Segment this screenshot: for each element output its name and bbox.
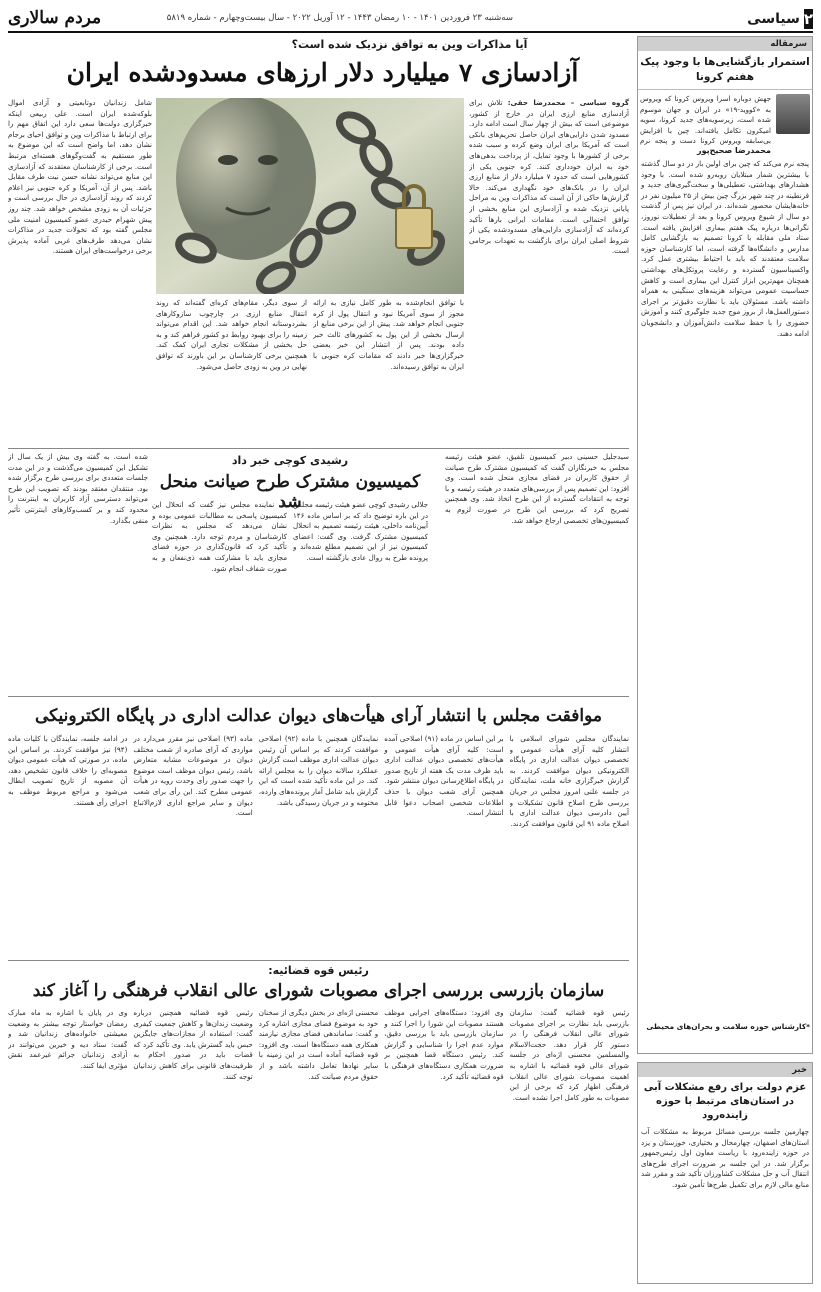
divider-1 [8, 448, 629, 449]
lead-photo [156, 98, 464, 294]
editorial-body: پنجه نرم می‌کند که چین برای اولین بار در دو سال گذشته با بیشترین شمار مبتلایان روبه‌رو شده است. با وجود هشدارهای بهداشتی، تعطیلی‌ها و سخت‌گیری‌های جدید و قرنطینه در چند شهر بزرگ چین بیش از ۲۵ میلیون نفر در خانه‌هایشان محصور شده‌اند. در ایران نیز پس از گذشت دو سال از شیوع ویروس کرونا و بعد از تعطیلات نوروز، نگرانی‌ها درباره پیک هفتم بیماری افزایش یافته است. ستاد ملی مقابله با کرونا تصمیم به بازگشایی کامل مدارس و دانشگاه‌ها گرفته است، اما کارشناسان حوزه سلامت معتقدند که باید با احتیاط بیشتری عمل کرد. واکسیناسیون گسترده و رعایت پروتکل‌های بهداشتی همچنان مهم‌ترین ابزار کنترل این بیماری است و کاهش حساسیت عمومی می‌تواند هزینه‌های سنگینی به همراه داشته باشد. مسئولان باید با نظارت دقیق‌تر بر اجرای دستورالعمل‌ها، از بروز موج جدید جلوگیری کنند و آموزش حضوری را با حفظ سلامت دانش‌آموزان و دانشجویان ادامه دهند. [641, 159, 810, 338]
editorial-title: استمرار بازگشایی‌ها با وجود پیک هفتم کرونا [638, 51, 812, 90]
story3-col-1: نمایندگان مجلس شورای اسلامی با انتشار کلیه آرای هیأت عمومی و تخصصی دیوان عدالت اداری در پایگاه الکترونیکی دیوان موافقت کردند. به گزارش خبرگزاری خانه ملت، نمایندگان در جلسه علنی امروز مجلس در جریان بررسی طرح اصلاح قانون تشکیلات و آیین دادرسی دیوان عدالت اداری با اصلاح ماده ۹۱ این قانون موافقت کردند. [509, 734, 629, 828]
story2-column-left [8, 452, 148, 688]
divider-2 [8, 696, 629, 697]
story3-columns [8, 734, 629, 956]
dateline: سه‌شنبه ۲۳ فروردین ۱۴۰۱ - ۱۰ رمضان ۱۴۴۳ - ۱۲ آوریل ۲۰۲۲ - سال بیست‌وچهارم - شماره ۵۸۱۹ [166, 13, 513, 23]
masthead [8, 8, 813, 30]
lead-byline: گروه سیاسی – محمدرضا حقی: [507, 98, 629, 107]
story4-col-2: وی افزود: دستگاه‌های اجرایی موظف هستند مصوبات این شورا را اجرا کنند و سازمان بازرسی باید با بررسی دقیق، موارد عدم اجرا را شناسایی و گزارش کند. رئیس دستگاه قضا همچنین بر ضرورت همکاری دستگاه‌های فرهنگی با قوه قضائیه تأکید کرد. [384, 1008, 504, 1081]
editorial-label: سرمقاله [638, 37, 812, 51]
story4-col-5: وی در پایان با اشاره به ماه مبارک رمضان خواستار توجه بیشتر به وضعیت معیشتی خانواده‌های زندانیان شد و گفت: ستاد دیه و خیرین می‌توانند در آزادی زندانیان جرائم غیرعمد نقش مؤثری ایفا کنند. [7, 1008, 128, 1070]
story4-col-3: محسنی اژه‌ای در بخش دیگری از سخنان خود به موضوع فضای مجازی اشاره کرد و گفت: ساماندهی فضای مجازی نیازمند همکاری همه دستگاه‌ها است. وی افزود: قوه قضائیه آماده است در این زمینه با سایر نهادها تعامل داشته باشد و از حقوق مردم صیانت کند. [258, 1008, 379, 1081]
story3-headline: موافقت مجلس با انتشار آرای هیأت‌های دیوان عدالت اداری در پایگاه الکترونیکی [34, 706, 603, 726]
author-photo [776, 94, 810, 134]
page-number: ۲ [803, 10, 813, 28]
story4-columns [8, 1008, 629, 1284]
editorial-intro: جهش دوباره اسرا ویروس کرونا که ویروس به «کووید-۱۹» در ایران و جهان موسوم شده است، زیرسویه‌های جدید کرونا، سویه امیکرون تکامل یافته‌اند. چین با افزایش بی‌سابقه ویروس کرونا دست و پنجه نرم [640, 94, 771, 146]
lead-column-left [8, 98, 152, 444]
story3-col-3: نمایندگان همچنین با ماده (۹۲) اصلاحی موافقت کردند که بر اساس آن رئیس دیوان عدالت اداری موظف است گزارش عملکرد سالانه دیوان را به مجلس ارائه کند. در این ماده تأکید شده است که این گزارش باید شامل آمار پرونده‌های وارده، مختومه و در جریان رسیدگی باشد. [258, 734, 379, 807]
story2-text-mid-left: یک نماینده مجلس نیز گفت که انحلال این کمیسیون پاسخی به مطالبات عمومی بوده و نشان می‌دهد که مجلس به نظرات کارشناسان و مردم توجه دارد. همچنین وی تأکید کرد که قانون‌گذاری در حوزه فضای مجازی باید با مشارکت همه ذی‌نفعان و به صورت شفاف انجام شود. [152, 500, 287, 573]
story2-text-left: شده است. به گفته وی بیش از یک سال از تشکیل این کمیسیون می‌گذشت و در این مدت جلسات متعددی برای بررسی طرح برگزار شده بود. منتقدان معتقد بودند که تصویب این طرح می‌تواند دسترسی آزاد کاربران به اینترنت را محدود کند و بر کسب‌وکارهای اینترنتی تأثیر منفی بگذارد. [8, 452, 148, 525]
editorial-author-row [638, 90, 812, 159]
editorial-sidebar [637, 36, 813, 1054]
story3-col-5: در ادامه جلسه، نمایندگان با کلیات ماده (۹۴) نیز موافقت کردند. بر اساس این ماده، در صورتی که هیأت عمومی دیوان مصوبه‌ای را خلاف قانون تشخیص دهد، آن مصوبه از تاریخ تصویب ابطال می‌شود و مراجع مربوط موظف به اجرای رأی هستند. [7, 734, 128, 807]
news-label: خبر [638, 1063, 812, 1077]
divider-3 [8, 960, 629, 961]
story2-text-mid-right: جلالی رشیدی کوچی عضو هیئت رئیسه مجلس در این باره توضیح داد که بر اساس ماده ۱۴۶ آیین‌نامه داخلی، هیئت رئیسه تصمیم به انحلال کمیسیون مشترک گرفت. وی گفت: اعضای کمیسیون نیز از این تصمیم مطلع شده‌اند و پرونده طرح به روال عادی بازگشته است. [293, 500, 428, 562]
story4-col-1: رئیس قوه قضائیه گفت: سازمان بازرسی باید نظارت بر اجرای مصوبات شورای عالی انقلاب فرهنگی را در دستور کار قرار دهد. حجت‌الاسلام والمسلمین محسنی اژه‌ای در جلسه شورای عالی قوه قضائیه با اشاره به اهمیت مصوبات شورای عالی انقلاب فرهنگی اظهار کرد که برخی از این مصوبات به طور کامل اجرا نشده است. [509, 1008, 629, 1102]
story3-col-2: بر این اساس در ماده (۹۱) اصلاحی آمده است: کلیه آرای هیأت عمومی و هیأت‌های تخصصی دیوان عدالت اداری باید ظرف مدت یک هفته از تاریخ صدور در پایگاه اطلاع‌رسانی دیوان منتشر شود. همچنین آرای شعب دیوان با حذف اطلاعات شخصی اصحاب دعوا قابل انتشار است. [384, 734, 504, 818]
lead-text-left: شامل زندانیان دوتابعیتی و آزادی اموال بلوکه‌شده ایران است. علی ربیعی اینکه خبرگزاری دولت‌ها سعی دارد این اتفاق مهم را برای ارتباط با مذاکرات وین و توافق احیای برجام نشان دهد، اما واضح است که این موضوع به طور مستقیم به گفت‌وگوهای هسته‌ای مرتبط است. برخی از کارشناسان معتقدند که آزادسازی این منابع می‌تواند نشانه حسن نیت طرف مقابل باشد. پس از آن، آمریکا و کره جنوبی نیز اعلام کردند که روند آزادسازی در حال بررسی است و جزئیات آن به زودی مشخص خواهد شد. چند روز پیش شهرام حیدری عضو کمیسیون امنیت ملی مجلس گفته بود که تحولات جدید در مذاکرات نشان می‌دهد طرف‌های غربی آماده پذیرش برخی درخواست‌های ایران هستند. [8, 98, 152, 256]
story2-kicker: رشیدی کوچی خبر داد [231, 454, 349, 467]
story2-headline: کمیسیون مشترک طرح صیانت منحل شد [159, 472, 421, 512]
page-badge [747, 8, 813, 30]
story2-columns [152, 500, 428, 688]
lead-headline: آزادسازی ۷ میلیارد دلار ارزهای مسدودشده ایران [66, 58, 579, 87]
story2-column-right [445, 452, 629, 688]
editorial-signature: *کارشناس حوزه سلامت و بحران‌های محیطی [646, 1022, 810, 1031]
lead-under-photo [156, 298, 464, 446]
author-name: محمدرضا صحیح‌پور [697, 146, 771, 155]
newspaper-logo: مردم سالاری [8, 8, 102, 28]
lead-kicker: آیا مذاکرات وین به توافق نزدیک شده است؟ [291, 38, 528, 51]
news-body: چهارمین جلسه بررسی مسائل مربوط به مشکلات آب استان‌های اصفهان، چهارمحال و بختیاری، خوزستان و یزد در حوزه زاینده‌رود با ریاست معاون اول رئیس‌جمهور برگزار شد. در این جلسه بر ضرورت اجرای طرح‌های انتقال آب و حل مشکلات کشاورزان تأکید شد و مقرر شد منابع مالی لازم برای تکمیل طرح‌ها تأمین شود. [641, 1127, 809, 1189]
masthead-rule [8, 31, 813, 33]
story2-text-right: سیدجلیل حسینی دبیر کمیسیون تلفیق، عضو هیئت رئیسه مجلس به خبرنگاران گفت که کمیسیون مشترک طرح صیانت از حقوق کاربران در فضای مجازی منحل شده است. وی افزود: این تصمیم پس از بررسی‌های متعدد در هیئت رئیسه و با توجه به انتقادات گسترده از این طرح اتخاذ شد. وی همچنین تصریح کرد که بررسی این طرح در صورت لزوم به کمیسیون‌های تخصصی ارجاع خواهد شد. [445, 452, 629, 525]
section-name: سیاسی [747, 11, 800, 27]
dollar-chains-photo [156, 98, 464, 294]
lead-text-under-left: از سوی دیگر، مقام‌های کره‌ای گفته‌اند که روند انتقال منابع ارزی در چارچوب سازوکارهای بشردوستانه انجام خواهد شد. این اقدام می‌تواند زمینه را برای بهبود روابط دو کشور فراهم کند و به حل بخشی از مشکلات تجاری ایران کمک کند. همچنین برخی کارشناسان بر این باورند که توافق نهایی در وین به زودی حاصل می‌شود. [156, 298, 307, 371]
lead-body-right [469, 98, 629, 444]
news-box [637, 1062, 813, 1284]
story4-headline: سازمان بازرسی بررسی اجرای مصوبات شورای عالی انقلاب فرهنگی را آغاز کند [32, 981, 605, 1001]
lead-text-under-right: با توافق انجام‌شده به طور کامل نیازی به ارائه مجوز از سوی آمریکا نبود و انتقال پول از کره جنوبی انجام خواهد شد. پیش از این برخی منابع از ارسال بخشی از این پول به کشورهای ثالث خبر داده بودند. پس از انتشار این خبر بعضی خبرگزاری‌ها خبر دادند که مقامات کره جنوبی با ایران به توافق رسیده‌اند. [313, 298, 464, 371]
lead-column-right [469, 98, 629, 444]
story4-col-4: رئیس قوه قضائیه همچنین درباره وضعیت زندان‌ها و کاهش جمعیت کیفری گفت: استفاده از مجازات‌های جایگزین حبس باید گسترش یابد. وی تأکید کرد که قضات باید در صدور احکام به ظرفیت‌های قانونی برای کاهش زندانیان توجه کنند. [133, 1008, 253, 1081]
lead-text-right: تلاش برای آزادسازی منابع ارزی ایران در خارج از کشور، موضوعی است که بیش از چهار سال است ادامه دارد. مسدود شدن دارایی‌های ایران حاصل تحریم‌های بانکی است که آمریکا برای ایران وضع کرده و سبب شده برخی از کشورها با وجود تمایل، از پرداخت بدهی‌های خود به ایران خودداری کنند. کره جنوبی یکی از کشورهایی است که حدود ۷ میلیارد دلار از منابع ارزی ایران را در بانک‌های خود نگهداری می‌کند. حالا گزارش‌ها حاکی از آن است که مذاکرات وین به مراحل پایانی نزدیک شده و آزادسازی این منابع بخشی از توافق احتمالی است. مقامات ایرانی بارها تأکید کرده‌اند که آزادسازی دارایی‌های مسدودشده یکی از شروط اصلی ایران برای بازگشت به تعهدات برجامی است. [469, 98, 629, 256]
news-title: عزم دولت برای رفع مشکلات آبی در استان‌های مرتبط با حوزه زاینده‌رود [643, 1082, 807, 1121]
story4-kicker: رئیس قوه قضائیه: [268, 964, 369, 977]
story3-col-4: ماده (۹۳) اصلاحی نیز مقرر می‌دارد در مواردی که آرای صادره از شعب مختلف دیوان در موضوعات مشابه متعارض باشد، رئیس دیوان موظف است موضوع را جهت صدور رأی وحدت رویه در هیأت عمومی مطرح کند. این رأی برای شعب دیوان و سایر مراجع اداری لازم‌الاتباع است. [133, 734, 253, 818]
